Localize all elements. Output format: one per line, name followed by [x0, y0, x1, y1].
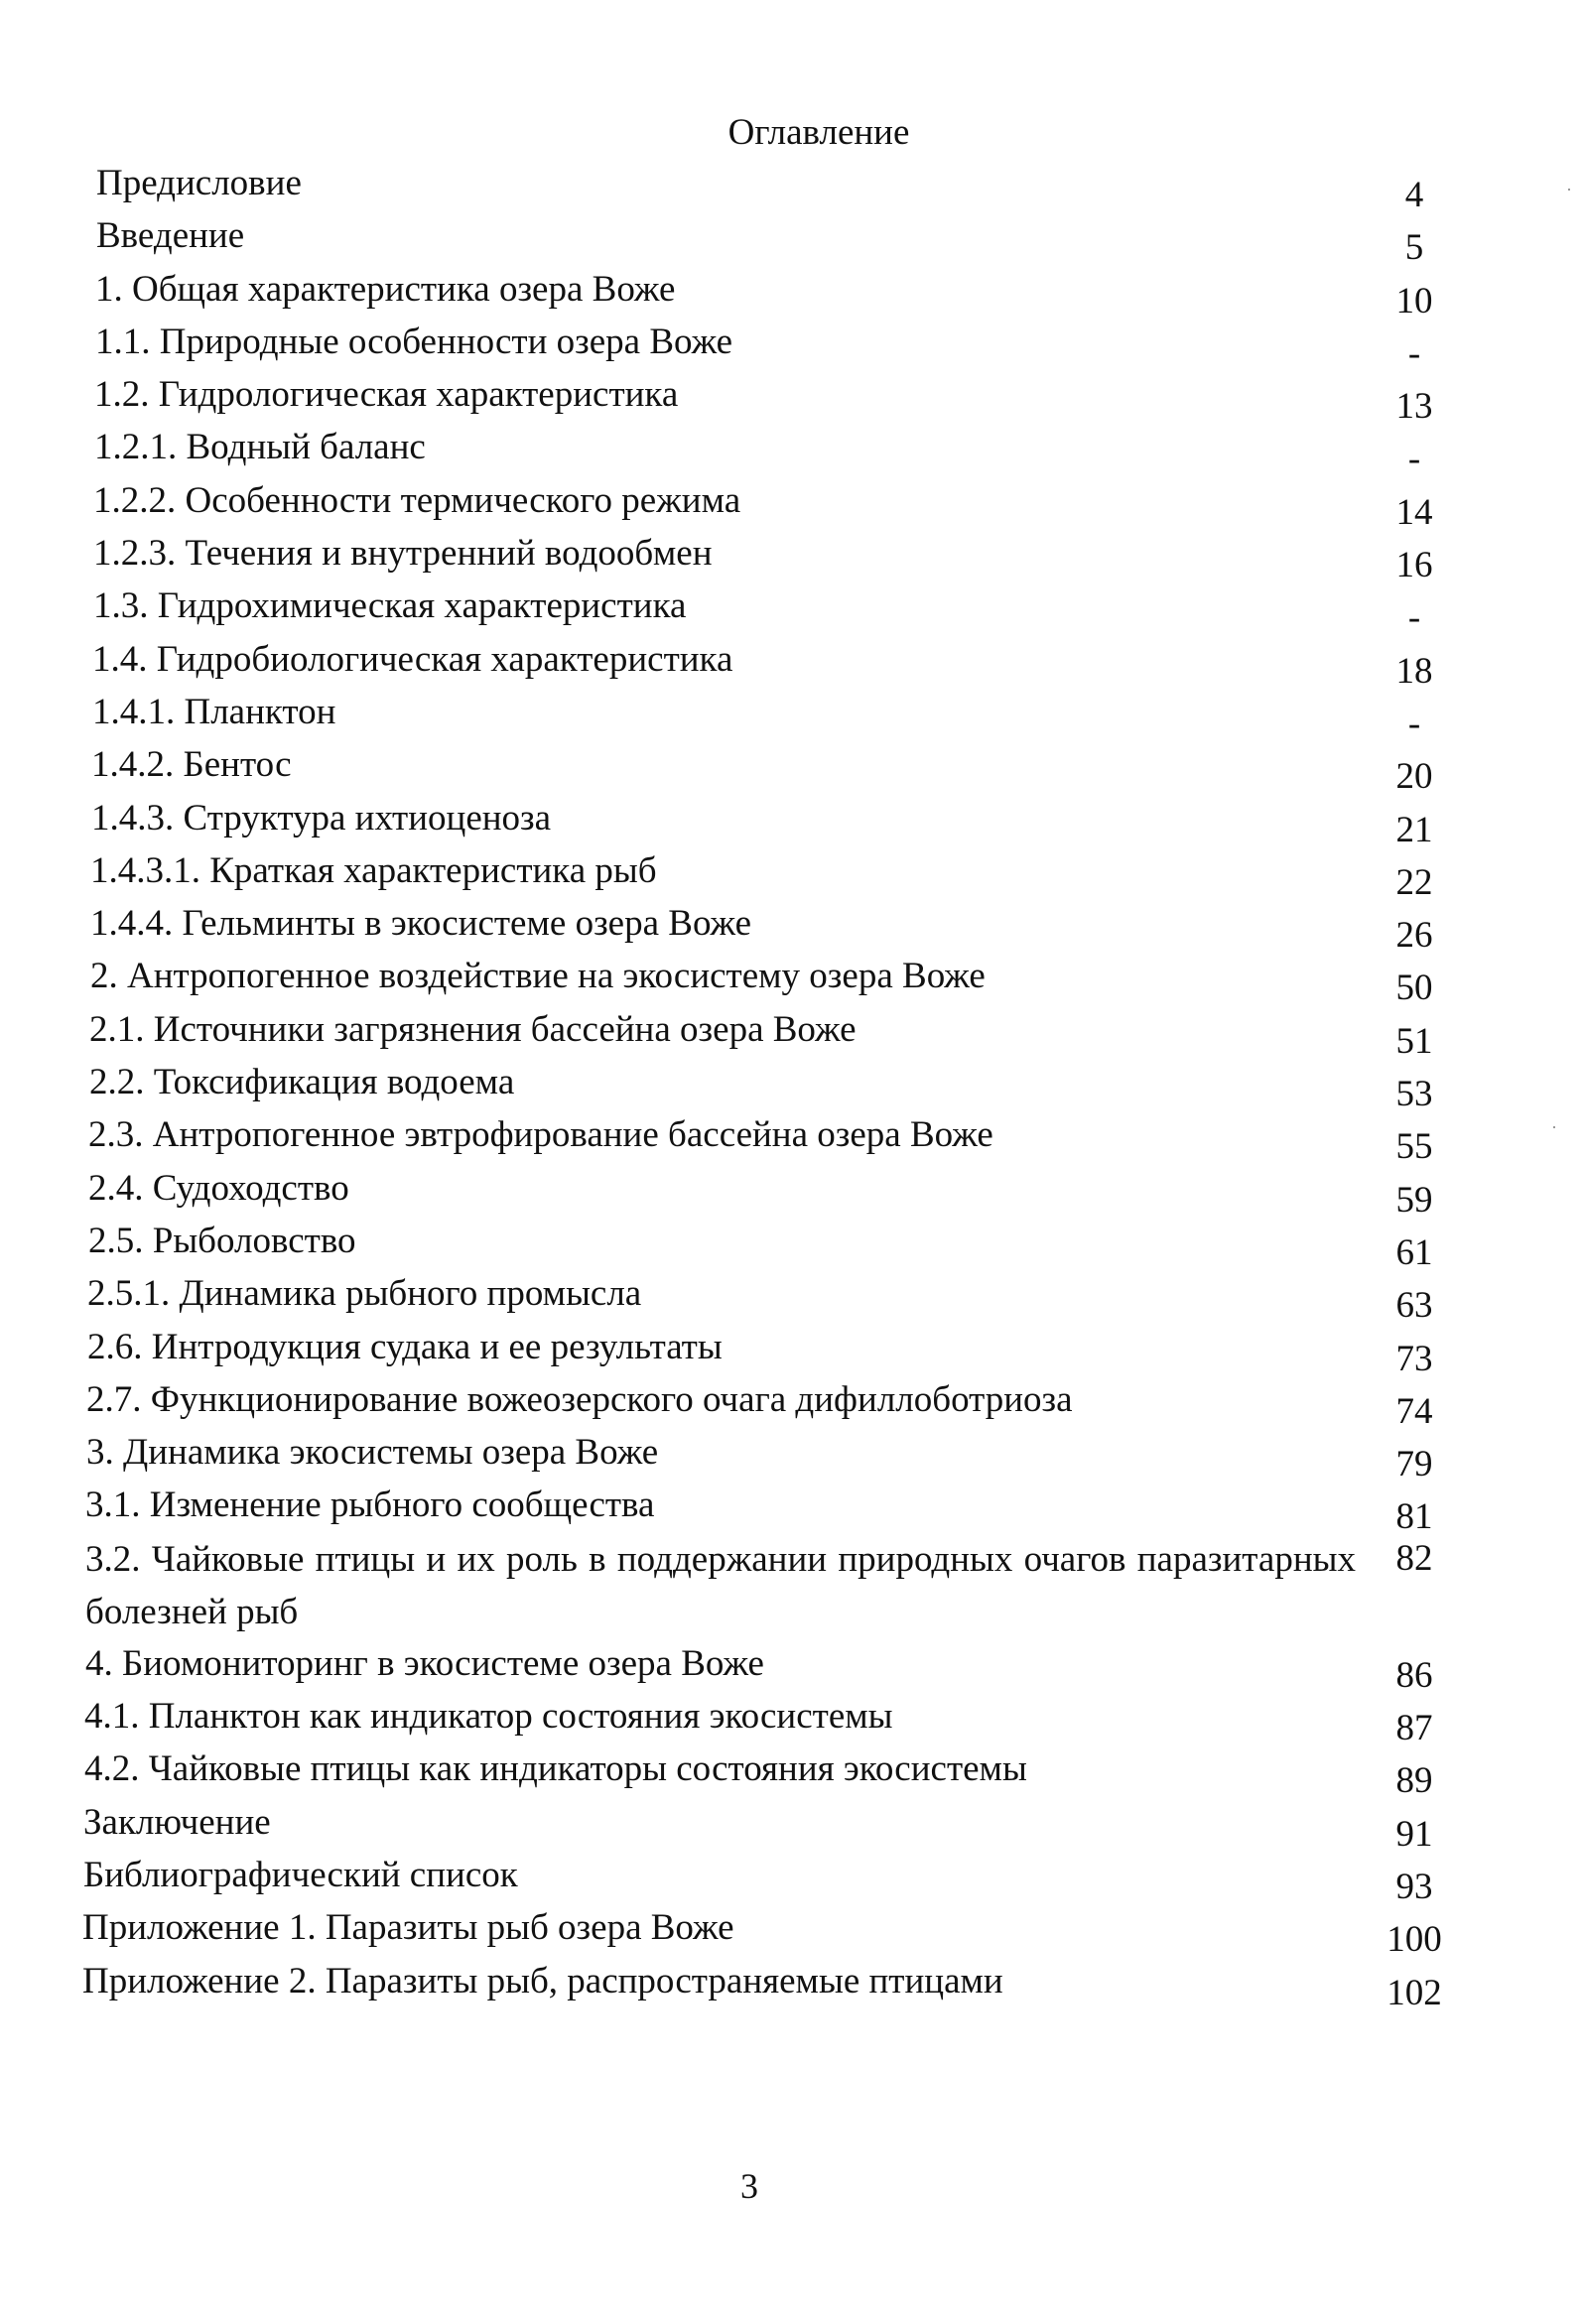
toc-entry	[0, 1697, 1584, 1749]
toc-entry-page: 10	[1395, 280, 1433, 322]
toc-entry-page: 22	[1395, 861, 1433, 903]
toc-entry-page: 26	[1395, 915, 1433, 957]
toc-entry	[0, 1749, 1584, 1802]
toc-entry-page: 86	[1395, 1654, 1433, 1696]
toc-entry	[0, 270, 1584, 323]
scan-speck	[1568, 189, 1570, 191]
toc-title: Оглавление	[727, 112, 910, 153]
toc-entry-page: 5	[1404, 227, 1424, 269]
toc-entry-label: 1.1. Природные особенности озера Воже	[95, 321, 733, 362]
toc-entry	[0, 1222, 1584, 1274]
toc-entry	[0, 1328, 1584, 1380]
toc-entry-page: 87	[1395, 1708, 1433, 1749]
toc-entry	[0, 323, 1584, 375]
toc-entry	[0, 1644, 1584, 1697]
toc-entry-page: 53	[1395, 1074, 1433, 1115]
toc-entry-label: 1.2. Гидрологическая характеристика	[94, 374, 679, 416]
toc-entry-label: 2.7. Функционирование вожеозерского очага дифиллоботриоза	[86, 1378, 1073, 1420]
toc-entry-page: -	[1407, 597, 1421, 639]
toc-entry-label: 4.1. Планктон как индикатор состояния экосистемы	[84, 1696, 893, 1738]
toc-entry-label: 2.3. Антропогенное эвтрофирование бассейна озера Воже	[88, 1114, 993, 1156]
toc-entry-page: 61	[1395, 1231, 1433, 1273]
toc-entry-page: 82	[1395, 1537, 1433, 1579]
toc-entry	[0, 1010, 1584, 1063]
toc-entry-label: 1.4.4. Гельминты в экосистеме озера Воже	[90, 903, 752, 945]
toc-entry-label: 2.6. Интродукция судака и ее результаты	[87, 1326, 723, 1367]
toc-entry-page: -	[1407, 703, 1421, 744]
toc-entry-page: 79	[1395, 1444, 1433, 1485]
toc-entry	[0, 745, 1584, 798]
toc-entry	[0, 1380, 1584, 1433]
toc-entry	[0, 1962, 1584, 2014]
toc-entry-page: -	[1407, 332, 1421, 374]
toc-entry-page: 16	[1395, 545, 1433, 586]
toc-entry-page: 20	[1395, 756, 1433, 798]
toc-entry-label: 1.2.3. Течения и внутренний водообмен	[93, 533, 713, 575]
toc-entry	[0, 1169, 1584, 1222]
toc-entry-page: 18	[1395, 650, 1433, 692]
toc-entry-label: 3.1. Изменение рыбного сообщества	[85, 1485, 655, 1526]
toc-entry	[0, 428, 1584, 480]
toc-entry	[0, 1539, 1584, 1644]
toc-entry-page: 63	[1395, 1285, 1433, 1327]
toc-entry-page: -	[1407, 439, 1421, 480]
toc-entry	[0, 957, 1584, 1009]
toc-entry	[0, 851, 1584, 904]
toc-entry	[0, 375, 1584, 428]
toc-entry-label: 1.4.3.1. Краткая характеристика рыб	[90, 849, 657, 891]
toc-entry	[0, 216, 1584, 269]
toc-entry-label: 2.5. Рыболовство	[88, 1220, 356, 1261]
toc-entry-label: 1. Общая характеристика озера Воже	[95, 268, 676, 310]
toc-entry-page: 89	[1395, 1760, 1433, 1802]
toc-entry-label: 4. Биомониторинг в экосистеме озера Воже	[85, 1642, 764, 1684]
toc-entry	[0, 1908, 1584, 1961]
toc-entry-page: 93	[1395, 1866, 1433, 1907]
toc-entry-page: 81	[1395, 1496, 1433, 1538]
toc-entry-label: 1.4.3. Структура ихтиоценоза	[91, 797, 552, 839]
toc-entry-label: 2.2. Токсификация водоема	[89, 1062, 515, 1103]
toc-entry-page: 73	[1395, 1338, 1433, 1379]
page-number: 3	[740, 2166, 758, 2206]
toc-entry-page: 50	[1395, 968, 1433, 1009]
toc-entry-page: 4	[1404, 175, 1424, 215]
toc-entry-label: 2.1. Источники загрязнения бассейна озера Воже	[89, 1008, 857, 1050]
table-of-contents	[0, 164, 1584, 2014]
toc-entry-label: 1.2.2. Особенности термического режима	[93, 479, 741, 521]
toc-entry-label: 3.2. Чайковые птицы и их роль в поддержании природных очагов паразитарных болезней рыб	[85, 1538, 1356, 1632]
toc-entry-label: Введение	[96, 215, 245, 257]
toc-entry-label: 2. Антропогенное воздействие на экосистему озера Воже	[90, 956, 986, 997]
toc-entry	[0, 1485, 1584, 1538]
toc-entry-label: Предисловие	[96, 163, 302, 203]
toc-entry-label: 1.3. Гидрохимическая характеристика	[93, 585, 687, 627]
toc-entry	[0, 1856, 1584, 1908]
toc-entry	[0, 1803, 1584, 1856]
toc-entry-label: 1.4.2. Бентос	[91, 744, 292, 786]
toc-entry	[0, 481, 1584, 534]
toc-entry-page: 59	[1395, 1179, 1433, 1221]
toc-entry	[0, 164, 1584, 216]
toc-entry-page: 13	[1395, 386, 1433, 428]
toc-entry	[0, 534, 1584, 586]
toc-entry	[0, 1274, 1584, 1327]
toc-entry-page: 100	[1386, 1919, 1442, 1961]
toc-entry	[0, 1063, 1584, 1115]
toc-entry	[0, 1433, 1584, 1485]
toc-entry	[0, 1115, 1584, 1168]
toc-entry	[0, 640, 1584, 693]
toc-entry-label: 2.4. Судоходство	[88, 1167, 349, 1209]
toc-entry-label: Заключение	[83, 1801, 271, 1843]
toc-entry	[0, 586, 1584, 639]
scan-speck	[1553, 1126, 1555, 1128]
toc-entry	[0, 799, 1584, 851]
toc-entry-page: 55	[1395, 1126, 1433, 1168]
toc-entry-label: 1.4.1. Планктон	[92, 691, 336, 732]
toc-entry-page: 102	[1386, 1972, 1442, 2013]
toc-entry-page: 14	[1395, 491, 1433, 533]
toc-entry-label: 2.5.1. Динамика рыбного промысла	[87, 1273, 642, 1315]
toc-entry-page: 74	[1395, 1390, 1433, 1432]
toc-entry-label: 3. Динамика экосистемы озера Воже	[86, 1432, 659, 1474]
toc-entry-label: Приложение 1. Паразиты рыб озера Воже	[82, 1907, 734, 1949]
toc-entry-label: 1.2.1. Водный баланс	[94, 427, 426, 468]
toc-entry-page: 51	[1395, 1020, 1433, 1062]
toc-entry	[0, 904, 1584, 957]
toc-entry-page: 91	[1395, 1813, 1433, 1855]
toc-entry-label: Библиографический список	[83, 1854, 518, 1895]
toc-entry-label: 1.4. Гидробиологическая характеристика	[92, 638, 733, 680]
toc-entry-label: 4.2. Чайковые птицы как индикаторы состояния экосистемы	[84, 1748, 1027, 1790]
toc-entry-label: Приложение 2. Паразиты рыб, распространяемые птицами	[82, 1960, 1003, 2001]
toc-entry	[0, 693, 1584, 745]
toc-entry-page: 21	[1395, 809, 1433, 850]
